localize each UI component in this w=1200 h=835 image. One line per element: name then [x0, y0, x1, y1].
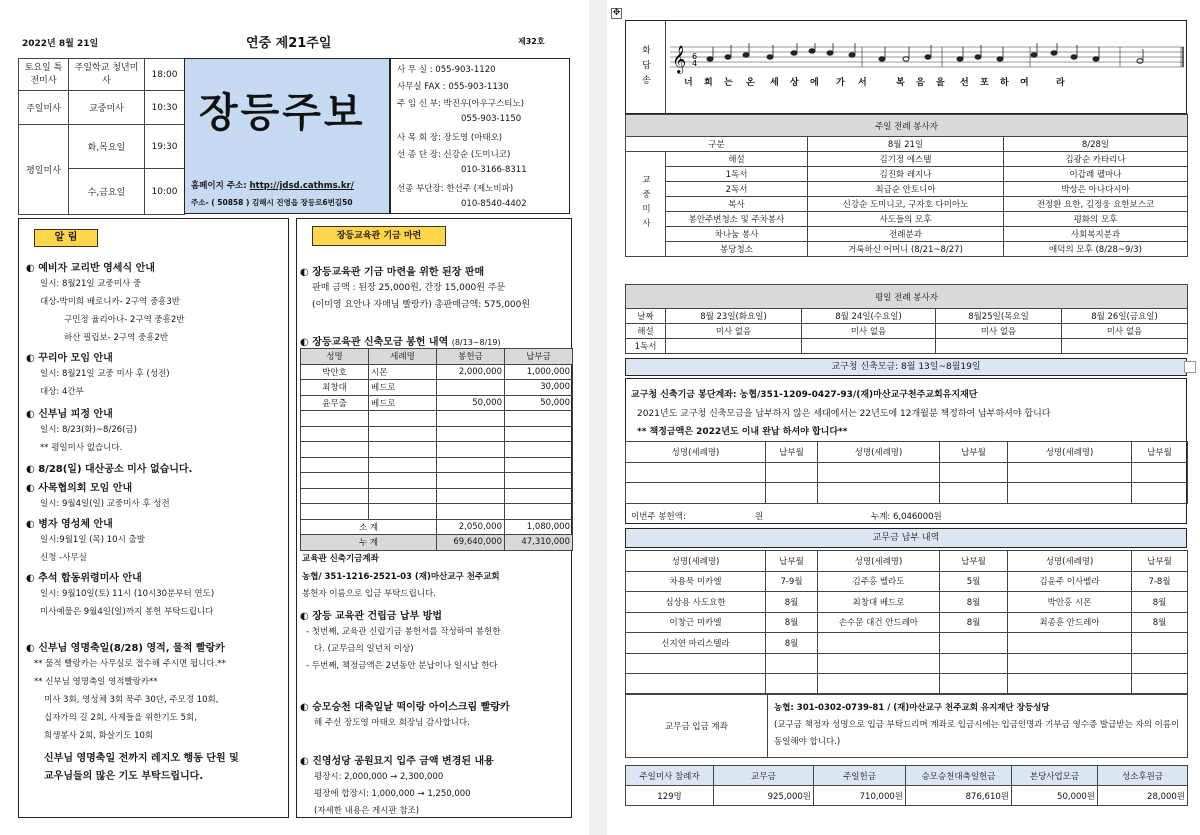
contact-line: 사 무 실 : 055-903-1120: [397, 65, 496, 75]
donation-period: (8/13~8/19): [451, 338, 501, 347]
music-note-icon: [1093, 57, 1099, 61]
contact-line: 010-8540-4402: [461, 199, 527, 209]
lyric-syllable: 복: [896, 78, 905, 88]
col-header: 성명(세례명): [818, 442, 940, 463]
cell: 심상용 사도요한: [626, 592, 766, 613]
lyric-syllable: 라: [1056, 78, 1065, 88]
account-note: 봉헌자 이름으로 입금 부탁드립니다.: [302, 589, 436, 599]
lyric-syllable: 너: [684, 78, 693, 88]
cell: 8월: [766, 612, 818, 633]
cell: 전례분과: [808, 227, 1004, 242]
col-header: 주일헌금: [814, 766, 906, 786]
cell: 전정환 요한, 김정웅 요한보스코: [1004, 197, 1188, 212]
notice-heading: ◐ 신부님 영명축일(8/28) 영적, 물적 빨랑카: [26, 643, 225, 654]
cell: 8월: [766, 633, 818, 654]
diocese-account: 교구청 신축기금 봉단계좌: 농협/351-1209-0427-93/(재)마산교구천주교회유지재단: [631, 390, 978, 400]
sale-heading: ◐ 장등교육관 기금 마련을 위한 된장 판매: [300, 267, 485, 278]
lyric-syllable: 온: [746, 78, 755, 88]
method-line: - 두번째, 책정금액은 2년동안 분납이나 일시납 한다: [306, 661, 498, 671]
notice-heading: 신부님 영명축일 전까지 레지오 행동 단원 및: [44, 753, 239, 764]
cell: 누 계: [301, 535, 437, 551]
contact-line: 선 종 단 장: 신강순 (도미니코): [397, 150, 511, 160]
lyric-syllable: 에: [810, 78, 819, 88]
cell: 2,000,000: [437, 364, 505, 380]
cell: 1,000,000: [505, 364, 573, 380]
notice-line: ** 신부님 영명축일 영적빨랑카**: [34, 677, 158, 687]
this-week-unit: 원: [755, 512, 764, 522]
cell: 신지연 마리스텔라: [626, 633, 766, 654]
cell: 미사 없음: [666, 324, 802, 339]
cell: 2,050,000: [437, 519, 505, 535]
cell: 이창근 미카엘: [626, 612, 766, 633]
notice-line: 일시: 8/23(화)~8/26(금): [40, 425, 137, 435]
tithe-account-number: 농협: 301-0302-0739-81 / (재)마산교구 천주교회 유지재단 장등성당: [774, 703, 1050, 713]
col-header: 성명(세례명): [626, 551, 766, 572]
notice-line: 일시: 8월21일 교중미사 중: [40, 279, 142, 289]
contact-line: 055-903-1150: [461, 114, 522, 124]
col-header: 본당사업모금: [1012, 766, 1098, 786]
cell: 미사 없음: [1062, 324, 1188, 339]
mass-time: 10:30: [145, 91, 185, 125]
cemetery-heading: ◐ 진영성당 공원묘지 입주 금액 변경된 내용: [300, 756, 494, 767]
music-note-icon: [849, 53, 855, 57]
music-note-icon: [957, 57, 963, 61]
cell: 사회복지분과: [1004, 227, 1188, 242]
col-header: 납부금: [505, 349, 573, 365]
method-line: - 첫번째, 교육관 신립기금 봉헌서를 작성하여 봉헌한: [306, 627, 501, 637]
right-page: [607, 0, 1200, 835]
cell: 710,000원: [814, 786, 906, 806]
tithe-account-info: [768, 694, 1188, 758]
cell: 평화의 모후: [1004, 212, 1188, 227]
col-header: 성명(세례명): [1008, 442, 1132, 463]
cumulative-total: 누계: 6,046000원: [871, 512, 942, 522]
diocese-deadline: ** 책정금액은 2022년도 이내 완납 하셔야 합니다**: [637, 427, 848, 437]
lyric-syllable: 는: [724, 78, 733, 88]
cell: 8월: [940, 592, 1008, 613]
col-header: 세례명: [369, 349, 437, 365]
music-staff: [670, 43, 1184, 77]
address: 주소- ( 50858 ) 김해시 진영읍 장등로6번길50: [191, 198, 353, 207]
col-header: 구분: [626, 137, 808, 152]
cell: 윤무출: [301, 395, 369, 411]
notice-line: ** 물적 빨랑카는 사무실로 접수해 주시면 됩니다.**: [34, 659, 226, 669]
cell: 최금순 안토니아: [808, 182, 1004, 197]
music-notes: [707, 43, 1143, 63]
col-header: 납부월: [766, 551, 818, 572]
col-header: 납부월: [1132, 551, 1188, 572]
col-header: 성명(세례명): [1008, 551, 1132, 572]
cell: 이갑례 펠마나: [1004, 167, 1188, 182]
homepage: [191, 179, 354, 191]
cell: 1독서: [666, 167, 808, 182]
cell: 신강순 도미니코, 구자호 다미아노: [808, 197, 1004, 212]
mass-time: 10:00: [145, 169, 185, 215]
notice-line: 하산 필립보- 2구역 중흥2반: [64, 333, 169, 343]
lyric-syllable: 하: [1000, 78, 1009, 88]
col-header: 8월 24일(수요일): [802, 309, 936, 324]
cell: 김기정 에스텔: [808, 152, 1004, 167]
col-header: 8월 26일(금요일): [1062, 309, 1188, 324]
table-row: [301, 380, 573, 396]
time-signature: 6: [692, 52, 698, 61]
cell: 8월: [1132, 612, 1188, 633]
cell: 7-8월: [1132, 571, 1188, 592]
lyric-syllable: 을: [936, 78, 945, 88]
this-week-label: 이번주 봉헌액:: [631, 512, 686, 522]
mass-group: 평일미사: [19, 125, 69, 215]
cemetery-line: (자세한 내용은 게시판 참조): [314, 806, 420, 816]
mass-time: 19:30: [145, 125, 185, 169]
cell: 50,000: [437, 395, 505, 411]
move-handle-icon[interactable]: ✥: [612, 8, 621, 18]
music-note-icon: [975, 55, 981, 59]
contacts-block: [390, 58, 570, 214]
music-note-icon: [997, 57, 1003, 61]
col-header: 성명(세례명): [818, 551, 940, 572]
bulletin-title: 장등주보: [199, 90, 366, 136]
notice-heading: ◐ 신부님 피정 안내: [26, 409, 113, 420]
cemetery-line: 평장에 합장시: 1,000,000 → 1,250,000: [314, 789, 471, 799]
cell: 최종훈 안드레아: [1008, 612, 1132, 633]
cell: 1,080,000: [505, 519, 573, 535]
mass-group: 주일미사: [19, 91, 69, 125]
cell: 봉안주변청소 및 주차봉사: [666, 212, 808, 227]
cell: 69,640,000: [437, 535, 505, 551]
mass-day: 교중미사: [69, 91, 145, 125]
notice-line: 희생봉사 2회, 화살기도 10회: [44, 731, 154, 741]
homepage-label: 홈페이지 주소:: [191, 181, 247, 191]
music-note-icon: [827, 51, 833, 55]
cell: 소 계: [301, 519, 437, 535]
notice-line: 일시: 9월4일(일) 교중미사 후 성전: [40, 499, 170, 509]
time-signature: 4: [692, 59, 698, 68]
total-row: [301, 535, 573, 551]
cell: 30,000: [505, 380, 573, 396]
method-line: 다. (교무금의 일년치 이상): [314, 644, 414, 654]
notice-line: 일시: 8월21일 교중 미사 후 (성전): [40, 369, 170, 379]
sunday-servers-title: 주일 전례 봉사자: [626, 115, 1188, 137]
sunday-servers-side-label: 교중미사: [626, 152, 666, 257]
cell: 김광순 카타리나: [1004, 152, 1188, 167]
weekday-servers-title: 평일 전례 봉사자: [626, 285, 1188, 309]
contact-line: 사 목 회 장: 장도영 (마태오): [397, 133, 503, 143]
bulletin-date: 2022년 8월 21일: [22, 39, 99, 49]
col-header: 8월 21일: [808, 137, 1004, 152]
music-note-icon: [707, 57, 713, 61]
cell: 김주홍 벨라도: [818, 571, 940, 592]
table-row: [301, 364, 573, 380]
cell: 사도들의 모후: [808, 212, 1004, 227]
cell: 5월: [940, 571, 1008, 592]
notice-heading: ◐ 병자 영성체 안내: [26, 519, 113, 530]
notice-line: ** 평일미사 없습니다.: [40, 443, 123, 453]
col-header: 성명: [301, 349, 369, 365]
cell: [437, 380, 505, 396]
liturgical-season: 연중 제21주일: [246, 36, 332, 51]
thanks-line: 해 주신 장도영 마태오 회장님 감사합니다.: [314, 718, 470, 728]
cell: 시몬: [369, 364, 437, 380]
cell: 925,000원: [714, 786, 814, 806]
notice-line: 십자가의 길 2회, 사제들을 위한기도 5회,: [44, 713, 197, 723]
title-block: [184, 58, 390, 214]
music-note-icon: [743, 53, 749, 57]
diocese-table: [625, 441, 1188, 504]
lyric-syllable: 세: [770, 78, 779, 88]
hymn-lyrics: [670, 75, 1184, 89]
col-header: 성소후원금: [1098, 766, 1188, 786]
music-note-icon: [879, 57, 885, 61]
cell: 베드로: [369, 395, 437, 411]
lyric-syllable: 희: [704, 78, 713, 88]
music-note-icon: [725, 55, 731, 59]
mass-day: 수,금요일: [69, 169, 145, 215]
issue-number: 제32호: [518, 37, 545, 46]
col-header: 교무금: [714, 766, 814, 786]
contact-line: 사무실 FAX : 055-903-1130: [397, 82, 509, 92]
music-note-icon: [791, 51, 797, 55]
mass-time: 18:00: [145, 59, 185, 91]
cell: 베드로: [369, 380, 437, 396]
lyric-syllable: 여: [1020, 78, 1029, 88]
contact-line: 주 임 신 부: 박진우(아우구스티노): [397, 99, 525, 109]
cell: 50,000: [505, 395, 573, 411]
lyric-syllable: 음: [916, 78, 925, 88]
music-note-icon: [767, 55, 773, 59]
tithe-table: [625, 550, 1188, 695]
col-header: 주일미사 참례자: [626, 766, 714, 786]
cell: 47,310,000: [505, 535, 573, 551]
tithe-account-table: [625, 693, 1188, 758]
cell: 복사: [666, 197, 808, 212]
cell: 50,000원: [1012, 786, 1098, 806]
treble-clef-icon: 𝄞: [672, 45, 687, 73]
summary-table: [625, 765, 1188, 806]
tithe-account-note: (교구금 책정자 성명으로 입금 부탁드리며 계좌로 입금시에는 입금인명과 기부금 영수증 발급받는 자의 이름이 동일해야 합니다.): [774, 720, 1180, 747]
left-page: [0, 0, 589, 835]
cell: 876,610원: [906, 786, 1012, 806]
cell: 8월: [940, 612, 1008, 633]
col-header: 날짜: [626, 309, 666, 324]
cell: 봉당청소: [666, 242, 808, 257]
notice-line: 신청 -사무실: [40, 553, 87, 563]
cell: 1독서: [626, 339, 666, 354]
donation-heading-text: ◐ 장등교육관 신축모금 봉헌 내역: [300, 337, 449, 348]
notice-heading: ◐ 사목협의회 모임 안내: [26, 483, 133, 494]
music-note-icon: [925, 55, 931, 59]
col-header: 성명(세례명): [626, 442, 766, 463]
thanks-heading: ◐ 승모승천 대축일날 떡이랑 아이스크림 빨랑카: [300, 702, 510, 713]
weekday-servers-table: [625, 284, 1188, 354]
sale-line: (이미영 요안나 자매님 빨랑카) 총판매금액: 575,000원: [312, 300, 531, 310]
lyric-syllable: 상: [790, 78, 799, 88]
table-row: [301, 395, 573, 411]
music-note-icon: [1031, 53, 1037, 57]
cell: 미사 없음: [802, 324, 936, 339]
account-heading: 교육관 신축기금계좌: [302, 554, 379, 564]
col-header: 8월 23일(화요일): [666, 309, 802, 324]
music-note-icon: [903, 57, 909, 61]
col-header: 8/28일: [1004, 137, 1188, 152]
lyric-syllable: 가: [836, 78, 845, 88]
col-header: 납부월: [1132, 442, 1188, 463]
hymn-block: [625, 20, 1187, 114]
cell: 8월: [766, 592, 818, 613]
fund-tag: 장등교육관 기금 마련: [312, 226, 446, 246]
tithe-title: 교무금 납부 내역: [625, 528, 1187, 548]
notice-heading: ◐ 예비자 교리반 영세식 안내: [26, 263, 155, 274]
lyric-syllable: 선: [960, 78, 969, 88]
donation-heading: [300, 333, 501, 348]
col-header: 납부월: [940, 551, 1008, 572]
notice-line: 일시: 9월10일(토) 11시 (10시30분부터 연도): [40, 589, 215, 599]
cell: 최창대: [301, 380, 369, 396]
account-number: 농협/ 351-1216-2521-03 (재)마산교구 천주교회: [302, 572, 500, 582]
homepage-link[interactable]: http://jdsd.cathms.kr/: [249, 181, 354, 191]
col-header: 납부월: [940, 442, 1008, 463]
sale-line: 판매 금액 : 된장 25,000원, 간장 15,000원 주문: [312, 283, 506, 293]
mass-schedule-table: [18, 58, 185, 215]
cell: 김진화 레지나: [808, 167, 1004, 182]
notice-line: 대상: 4간부: [40, 387, 84, 397]
cell: 8월: [1132, 592, 1188, 613]
music-note-icon: [1051, 51, 1057, 55]
notice-heading: ◐ 꾸리아 모임 안내: [26, 353, 113, 364]
tithe-account-label: 교무금 입금 계좌: [626, 694, 768, 758]
cell: 7-9월: [766, 571, 818, 592]
notice-line: 미사 3회, 영성체 3회 묵주 30단, 주모경 10회,: [44, 695, 219, 705]
col-header: 납부월: [766, 442, 818, 463]
notice-line: 미사예물은 9월4일(일)까지 봉헌 부탁드립니다: [40, 607, 214, 617]
cell: 해설: [666, 152, 808, 167]
method-heading: ◐ 장등 교육관 건립금 납부 방법: [300, 611, 443, 622]
mass-group: 토요일 특전미사: [19, 59, 69, 91]
cell: 해설: [626, 324, 666, 339]
subtotal-row: [301, 519, 573, 535]
hymn-label: 화답송: [626, 21, 666, 113]
cell: 손수문 대건 안드레아: [818, 612, 940, 633]
cell: 애덕의 모후 (8/28~9/3): [1004, 242, 1188, 257]
cell: 미사 없음: [936, 324, 1062, 339]
lyric-syllable: 포: [980, 78, 989, 88]
diocese-title: 교구청 신축모금: 8월 13일~8월19일: [625, 358, 1187, 376]
col-header: 봉헌금: [437, 349, 505, 365]
diocese-note: 2021년도 교구청 신축모금을 납부하지 않은 세대에서는 22년도에 12개월분 책정하여 납부하셔야 합니다: [637, 409, 1051, 419]
col-header: 8월25일(목요일: [936, 309, 1062, 324]
sunday-servers-table: [625, 114, 1188, 257]
cell: 최창대 베드로: [818, 592, 940, 613]
music-note-icon: [809, 49, 815, 53]
resize-handle[interactable]: [1184, 361, 1196, 373]
cell: 김윤주 이사벨라: [1008, 571, 1132, 592]
mass-day: 주일학교 청년미사: [69, 59, 145, 91]
contact-line: 010-3166-8311: [461, 165, 527, 175]
cell: 박안홍 시몬: [1008, 592, 1132, 613]
cell: 박상은 아나다시아: [1004, 182, 1188, 197]
notice-heading: ◐ 추석 합동위령미사 안내: [26, 573, 142, 584]
notice-heading: ◐ 8/28(일) 대산공소 미사 없습니다.: [26, 464, 193, 475]
contact-line: 선종 부단장: 한선주 (제노비파): [397, 184, 514, 194]
notice-heading: 교우님들의 많은 기도 부탁드립니다.: [44, 771, 204, 782]
music-note-icon: [1137, 59, 1143, 63]
cell: 28,000원: [1098, 786, 1188, 806]
notices-tag: 알 림: [34, 229, 98, 247]
col-header: 승모승천대축일헌금: [906, 766, 1012, 786]
cell: 2독서: [666, 182, 808, 197]
cemetery-line: 평장시: 2,000,000 → 2,300,000: [314, 772, 444, 782]
donation-table: [300, 348, 573, 551]
notice-line: 대상-박미희 베로니카- 2구역 중흥3반: [40, 297, 181, 307]
cell: 거룩하신 어머니 (8/21~8/27): [808, 242, 1004, 257]
notice-line: 구민정 율리아나- 2구역 중흥2반: [64, 315, 185, 325]
music-note-icon: [1071, 55, 1077, 59]
cell: 차용묵 미카엘: [626, 571, 766, 592]
cell: 차나눔 봉사: [666, 227, 808, 242]
mass-day: 화,목요일: [69, 125, 145, 169]
lyric-syllable: 서: [858, 78, 867, 88]
cell: 박안호: [301, 364, 369, 380]
notice-line: 일시:9월1일 (목) 10시 출발: [40, 535, 145, 545]
cell: 129명: [626, 786, 714, 806]
